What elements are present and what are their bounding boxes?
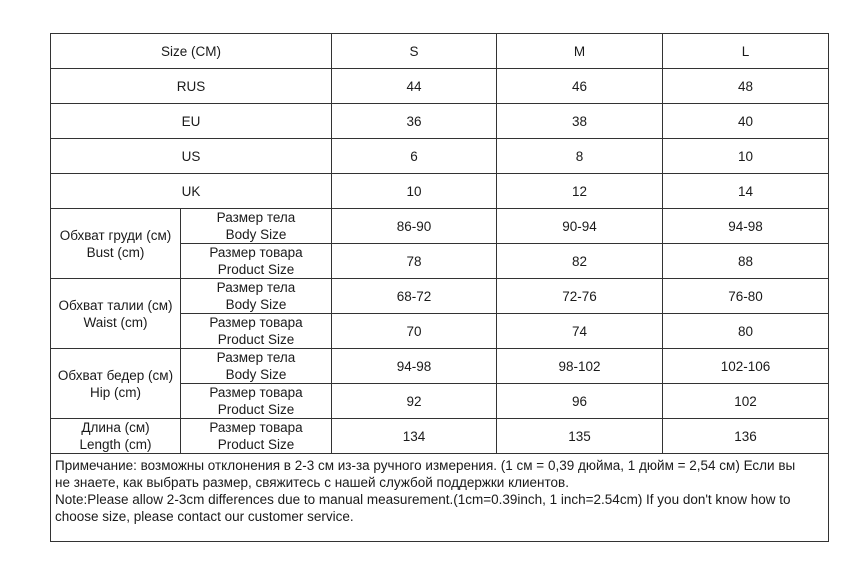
cell-value: 86-90 <box>332 209 497 244</box>
cell-value: 135 <box>497 419 663 454</box>
sub-label-en: Product Size <box>217 262 295 277</box>
cell-value: 48 <box>663 69 829 104</box>
note-line: не знаете, как выбрать размер, свяжитесь с нашей службой поддержки клиентов. <box>55 475 569 490</box>
cell-value: 14 <box>663 174 829 209</box>
sub-label <box>181 209 332 244</box>
note-row <box>51 454 829 542</box>
sub-label <box>181 349 332 384</box>
sub-label-en: Body Size <box>225 367 287 382</box>
sub-label-ru: Размер тела <box>216 350 296 365</box>
table-row <box>51 209 829 244</box>
sub-label <box>181 244 332 279</box>
table-row <box>51 139 829 174</box>
cell-value: 36 <box>332 104 497 139</box>
cell-value: 94-98 <box>332 349 497 384</box>
note-line: choose size, please contact our customer service. <box>55 509 354 524</box>
measure-label-ru: Обхват груди (см) <box>59 227 172 243</box>
sub-label-en: Body Size <box>225 297 287 312</box>
cell-value: 102 <box>663 384 829 419</box>
table-row <box>51 104 829 139</box>
sub-label-ru: Размер товара <box>209 385 303 400</box>
measure-label-waist <box>51 279 181 349</box>
table-row <box>51 174 829 209</box>
measure-label-ru: Длина (см) <box>81 420 150 435</box>
note-cell <box>51 454 829 542</box>
cell-value: 74 <box>497 314 663 349</box>
cell-value: 92 <box>332 384 497 419</box>
header-size-l: L <box>663 34 829 69</box>
measure-label-en: Hip (cm) <box>90 384 141 400</box>
cell-value: 90-94 <box>497 209 663 244</box>
table-row <box>51 349 829 384</box>
sub-label-en: Product Size <box>217 437 295 452</box>
sub-label-en: Product Size <box>217 332 295 347</box>
measure-label-en: Bust (cm) <box>86 244 145 260</box>
row-label: RUS <box>51 69 332 104</box>
cell-value: 88 <box>663 244 829 279</box>
measure-label-ru: Обхват талии (см) <box>58 297 173 313</box>
cell-value: 44 <box>332 69 497 104</box>
cell-value: 40 <box>663 104 829 139</box>
cell-value: 102-106 <box>663 349 829 384</box>
sub-label-ru: Размер товара <box>209 420 303 435</box>
row-label: US <box>51 139 332 174</box>
measure-label-en: Length (cm) <box>79 437 152 452</box>
cell-value: 96 <box>497 384 663 419</box>
cell-value: 10 <box>332 174 497 209</box>
cell-value: 68-72 <box>332 279 497 314</box>
sub-label-ru: Размер тела <box>216 210 296 225</box>
note-line: Примечание: возможны отклонения в 2-3 см из-за ручного измерения. (1 см = 0,39 дюйма, 1 дюйм = 2,54 см) Если вы <box>55 458 796 473</box>
sub-label <box>181 419 332 454</box>
note-line: Note:Please allow 2-3cm differences due to manual measurement.(1cm=0.39inch, 1 inch=2.54cm) If you don't know how to <box>55 492 791 507</box>
table-row <box>51 419 829 454</box>
cell-value: 46 <box>497 69 663 104</box>
cell-value: 134 <box>332 419 497 454</box>
cell-value: 98-102 <box>497 349 663 384</box>
cell-value: 38 <box>497 104 663 139</box>
cell-value: 8 <box>497 139 663 174</box>
table-row <box>51 279 829 314</box>
sub-label <box>181 279 332 314</box>
cell-value: 80 <box>663 314 829 349</box>
row-label: EU <box>51 104 332 139</box>
cell-value: 10 <box>663 139 829 174</box>
sub-label <box>181 314 332 349</box>
table-row <box>51 69 829 104</box>
cell-value: 82 <box>497 244 663 279</box>
measure-label-ru: Обхват бедер (см) <box>57 367 174 383</box>
sub-label-en: Product Size <box>217 402 295 417</box>
row-label: UK <box>51 174 332 209</box>
measure-label-length <box>51 419 181 454</box>
cell-value: 70 <box>332 314 497 349</box>
cell-value: 6 <box>332 139 497 174</box>
header-size-s: S <box>332 34 497 69</box>
size-chart-table <box>50 33 829 542</box>
cell-value: 78 <box>332 244 497 279</box>
cell-value: 12 <box>497 174 663 209</box>
sub-label <box>181 384 332 419</box>
sub-label-en: Body Size <box>225 227 287 242</box>
cell-value: 76-80 <box>663 279 829 314</box>
header-row <box>51 34 829 69</box>
sub-label-ru: Размер товара <box>209 245 303 260</box>
measure-label-bust <box>51 209 181 279</box>
cell-value: 136 <box>663 419 829 454</box>
cell-value: 94-98 <box>663 209 829 244</box>
sub-label-ru: Размер товара <box>209 315 303 330</box>
measure-label-en: Waist (cm) <box>83 314 148 330</box>
cell-value: 72-76 <box>497 279 663 314</box>
header-label-cell: Size (CM) <box>51 34 332 69</box>
sub-label-ru: Размер тела <box>216 280 296 295</box>
measure-label-hip <box>51 349 181 419</box>
header-size-m: M <box>497 34 663 69</box>
